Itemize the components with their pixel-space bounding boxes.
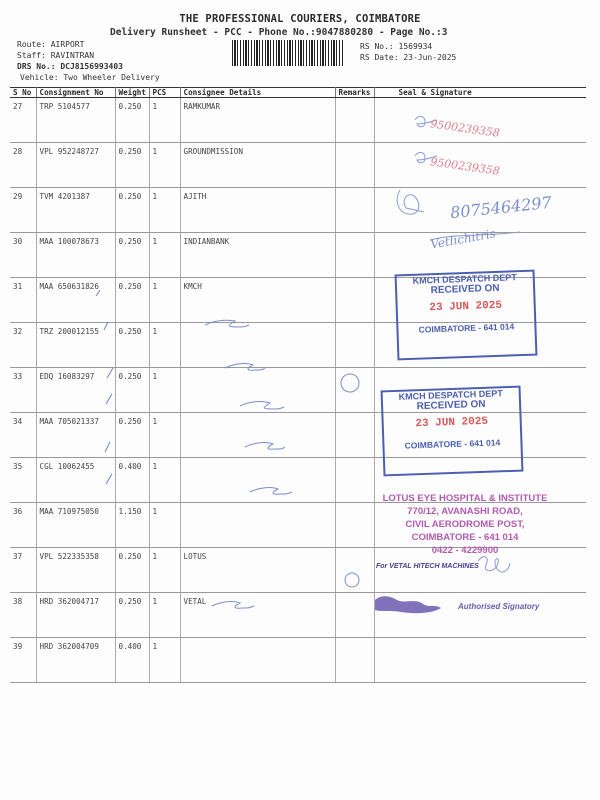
- col-seal: Seal & Signature: [374, 88, 586, 98]
- cell-pcs: 1: [149, 638, 180, 683]
- col-pcs: PCS: [149, 88, 180, 98]
- vehicle: Vehicle: Two Wheeler Delivery: [20, 73, 160, 82]
- cell-consignment: MAA 705021337: [36, 413, 115, 458]
- tick-mark: [106, 394, 112, 404]
- remark-circle: [345, 573, 359, 587]
- cell-consignee: INDIANBANK: [180, 233, 335, 278]
- remark-circle: [341, 374, 359, 392]
- runsheet-subtitle: Delivery Runsheet - PCC - Phone No.:9047880280 - Page No.:3: [110, 27, 448, 38]
- signature: [478, 557, 510, 572]
- cell-pcs: 1: [149, 323, 180, 368]
- cell-sno: 33: [10, 368, 36, 413]
- cell-sno: 32: [10, 323, 36, 368]
- col-sno: S No: [10, 88, 36, 98]
- scribble: [225, 364, 265, 371]
- cell-consignment: VPL 522335358: [36, 548, 115, 593]
- cell-consignee: AJITH: [180, 188, 335, 233]
- cell-weight: 0.250: [115, 143, 149, 188]
- cell-pcs: 1: [149, 503, 180, 548]
- scribble: [205, 320, 249, 327]
- col-remarks: Remarks: [335, 88, 374, 98]
- cell-pcs: 1: [149, 368, 180, 413]
- handwritten-phone-27: 9500239358: [429, 117, 501, 140]
- cell-consignment: HRD 362004717: [36, 593, 115, 638]
- cell-consignment: EDQ 16083297: [36, 368, 115, 413]
- remarks-marks: [341, 374, 359, 587]
- rs-date: RS Date: 23-Jun-2025: [360, 53, 457, 62]
- company-title: THE PROFESSIONAL COURIERS, COIMBATORE: [179, 13, 421, 25]
- cell-consignee: LOTUS: [180, 548, 335, 593]
- signature: [397, 190, 424, 214]
- cell-consignment: CGL 10062455: [36, 458, 115, 503]
- consignee-scribbles: [205, 320, 292, 608]
- cell-sno: 37: [10, 548, 36, 593]
- kmch-received-stamp: KMCH DESPATCH DEPT RECEIVED ON 23 JUN 2025 COIMBATORE - 641 014: [381, 386, 524, 477]
- kmch-received-stamp: KMCH DESPATCH DEPT RECEIVED ON 23 JUN 2025 COIMBATORE - 641 014: [395, 270, 538, 361]
- cell-pcs: 1: [149, 413, 180, 458]
- cell-weight: 0.250: [115, 323, 149, 368]
- tick-mark: [106, 474, 112, 484]
- col-weight: Weight: [115, 88, 149, 98]
- cell-weight: 0.250: [115, 98, 149, 143]
- cell-consignment: TRZ 200012155: [36, 323, 115, 368]
- cell-sno: 30: [10, 233, 36, 278]
- cell-weight: 0.250: [115, 413, 149, 458]
- cell-pcs: 1: [149, 188, 180, 233]
- cell-weight: 0.250: [115, 368, 149, 413]
- cell-sno: 34: [10, 413, 36, 458]
- cell-consignee: KMCH: [180, 278, 335, 323]
- cell-pcs: 1: [149, 233, 180, 278]
- rs-number: RS No.: 1569934: [360, 42, 433, 51]
- cell-sno: 28: [10, 143, 36, 188]
- cell-consignment: HRD 362004709: [36, 638, 115, 683]
- vetal-stamp-firm: For VETAL HITECH MACHINES: [376, 563, 479, 570]
- cell-sno: 29: [10, 188, 36, 233]
- cell-sno: 36: [10, 503, 36, 548]
- cell-weight: 0.250: [115, 188, 149, 233]
- handwritten-phone-29: 8075464297: [449, 192, 553, 223]
- handwritten-signature-30: Vetlichitris: [429, 226, 497, 252]
- cell-pcs: 1: [149, 458, 180, 503]
- vetal-authorised-signatory: Authorised Signatory: [458, 602, 540, 611]
- scribble: [245, 443, 285, 450]
- tick-mark: [96, 290, 100, 296]
- tick-mark: [104, 322, 108, 330]
- handwritten-phone-28: 9500239358: [429, 155, 501, 178]
- cell-sno: 35: [10, 458, 36, 503]
- cell-consignment: MAA 650631826: [36, 278, 115, 323]
- cell-consignment: TVM 4201387: [36, 188, 115, 233]
- cell-sno: 27: [10, 98, 36, 143]
- cell-weight: 1.150: [115, 503, 149, 548]
- col-consignment: Consignment No: [36, 88, 115, 98]
- tick-mark: [105, 442, 110, 452]
- cell-pcs: 1: [149, 548, 180, 593]
- cell-weight: 0.250: [115, 593, 149, 638]
- cell-weight: 0.400: [115, 638, 149, 683]
- cell-sno: 39: [10, 638, 36, 683]
- cell-pcs: 1: [149, 98, 180, 143]
- cell-consignment: MAA 710975050: [36, 503, 115, 548]
- cell-consignment: MAA 100078673: [36, 233, 115, 278]
- cell-consignee: GROUNDMISSION: [180, 143, 335, 188]
- scribble: [250, 488, 292, 495]
- cell-weight: 0.250: [115, 548, 149, 593]
- col-consignee: Consignee Details: [180, 88, 335, 98]
- cell-consignee: RAMKUMAR: [180, 98, 335, 143]
- seal-ink-smudge: [375, 596, 441, 613]
- drs-number: DRS No.: DCJ8156993403: [17, 62, 123, 71]
- lotus-hospital-stamp: LOTUS EYE HOSPITAL & INSTITUTE 770/12, AVANASHI ROAD, CIVIL AERODROME POST, COIMBATORE - 641 014 0422 - 4229900: [382, 493, 548, 556]
- staff: Staff: RAVINTRAN: [17, 51, 95, 60]
- cell-weight: 0.250: [115, 278, 149, 323]
- scribble: [212, 602, 254, 609]
- cell-pcs: 1: [149, 278, 180, 323]
- cell-consignment: VPL 952248727: [36, 143, 115, 188]
- route: Route: AIRPORT: [17, 40, 85, 49]
- cell-pcs: 1: [149, 143, 180, 188]
- tick-marks: [96, 290, 113, 484]
- tick-mark: [107, 368, 113, 378]
- cell-sno: 38: [10, 593, 36, 638]
- cell-weight: 0.250: [115, 233, 149, 278]
- cell-weight: 0.400: [115, 458, 149, 503]
- cell-consignee: VETAL: [180, 593, 335, 638]
- cell-consignment: TRP 5104577: [36, 98, 115, 143]
- scribble: [240, 402, 284, 409]
- cell-pcs: 1: [149, 593, 180, 638]
- cell-sno: 31: [10, 278, 36, 323]
